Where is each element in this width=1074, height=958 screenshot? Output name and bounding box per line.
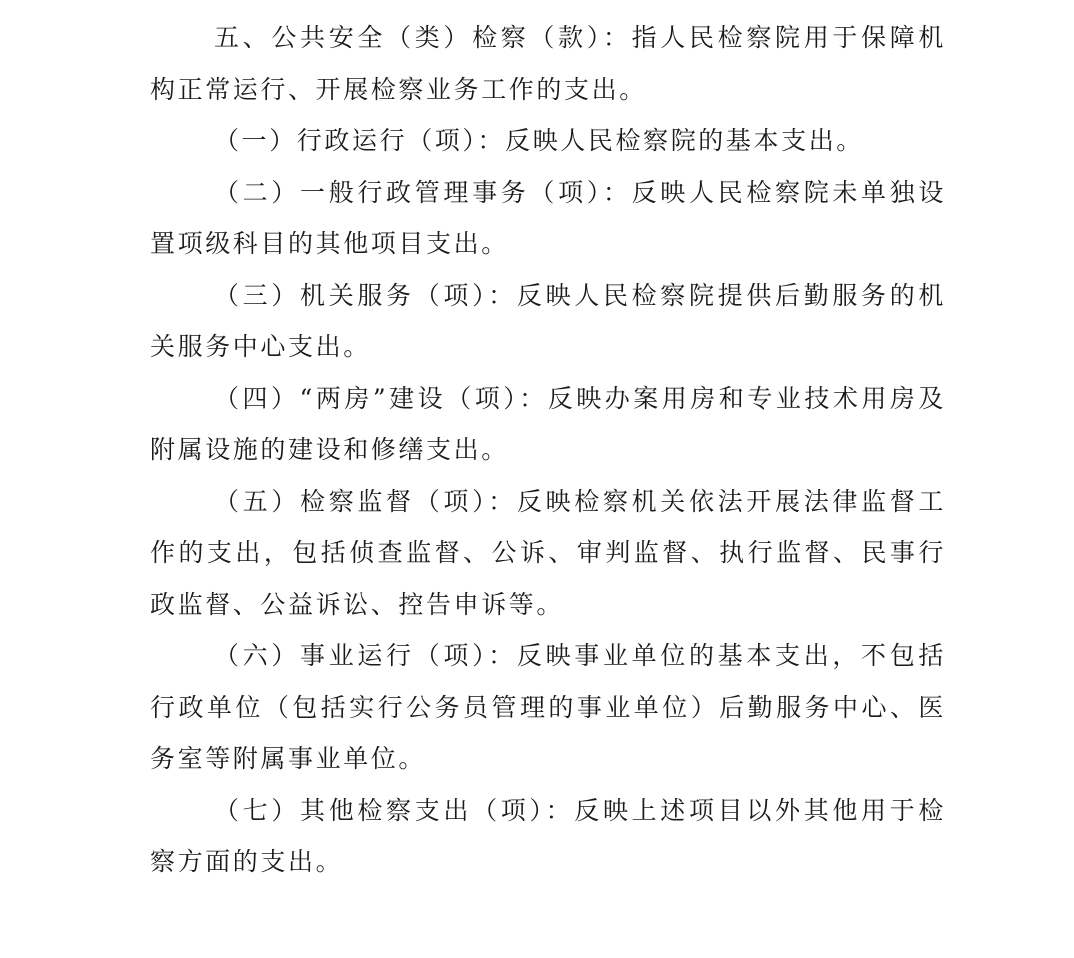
- item-other-procuratorial-expenditure: （七）其他检察支出（项）：反映上述项目以外其他用于检察方面的支出。: [150, 795, 946, 876]
- section-heading-paragraph: 五、公共安全（类）检察（款）：指人民检察院用于保障机构正常运行、开展检察业务工作的支出。: [150, 23, 946, 104]
- item-institution-operation: （六）事业运行（项）：反映事业单位的基本支出，不包括行政单位（包括实行公务员管理的事业单位）后勤服务中心、医务室等附属事业单位。: [150, 641, 946, 773]
- document-body: [150, 12, 946, 888]
- item-agency-services: （三）机关服务（项）：反映人民检察院提供后勤服务的机关服务中心支出。: [150, 280, 946, 361]
- item-general-administrative-affairs: （二）一般行政管理事务（项）：反映人民检察院未单独设置项级科目的其他项目支出。: [150, 177, 946, 258]
- item-procuratorial-supervision: （五）检察监督（项）：反映检察机关依法开展法律监督工作的支出，包括侦查监督、公诉、审判监督、执行监督、民事行政监督、公益诉讼、控告申诉等。: [150, 486, 946, 619]
- item-administrative-operation: （一）行政运行（项）：反映人民检察院的基本支出。: [214, 126, 864, 155]
- item-two-buildings-construction: （四）“两房”建设（项）：反映办案用房和专业技术用房及附属设施的建设和修缮支出。: [150, 383, 946, 464]
